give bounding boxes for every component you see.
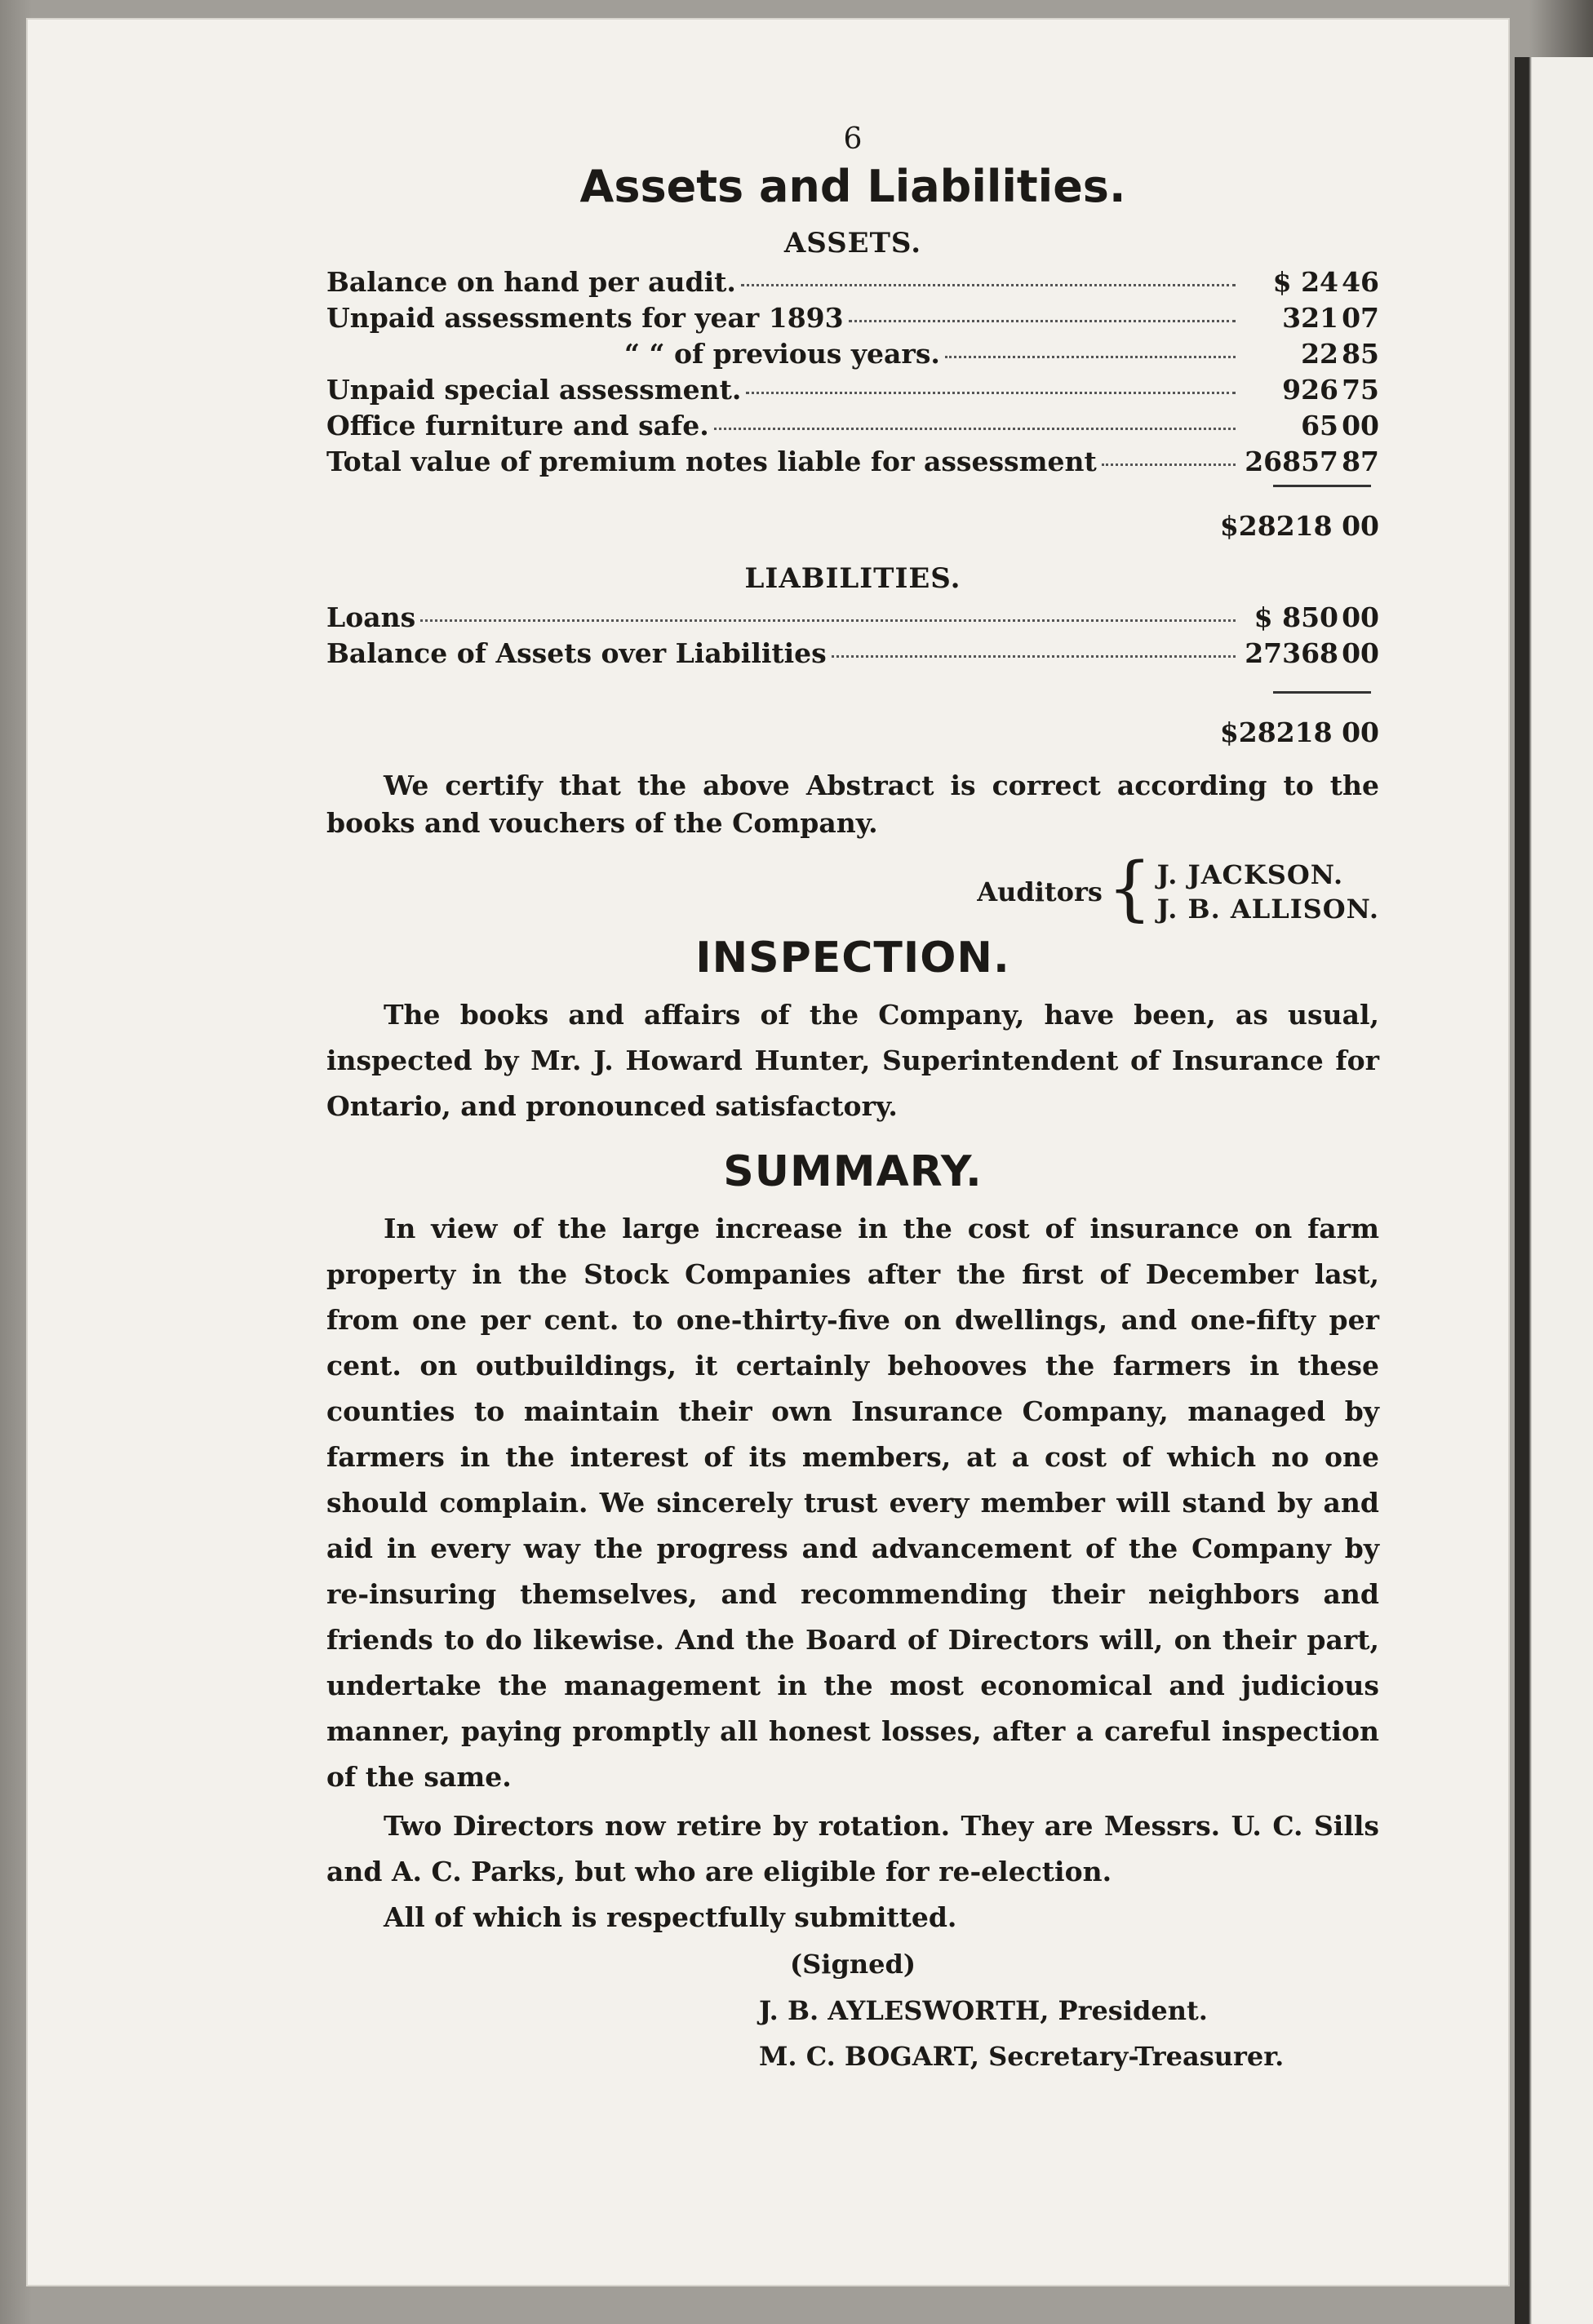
ledger-row	[326, 600, 1379, 636]
ledger-label: Total value of premium notes liable for assessment	[326, 446, 1097, 477]
ledger-amount	[1240, 336, 1379, 372]
leader-dots	[714, 428, 1236, 430]
auditor-names	[1157, 858, 1379, 926]
assets-total: $28218 00	[1219, 510, 1379, 542]
leader-dots	[741, 284, 1236, 286]
ledger-dollars: $ 850	[1254, 601, 1338, 633]
ledger-row	[326, 636, 1379, 672]
auditors-block	[326, 848, 1379, 929]
ledger-cents: 00	[1342, 410, 1379, 441]
ledger-row	[326, 444, 1379, 480]
ledger-cents: 46	[1342, 266, 1379, 298]
signature-block	[759, 1988, 1379, 2079]
ledger-label: Unpaid assessments for year 1893	[326, 302, 844, 334]
summary-paragraph: In view of the large increase in the cost of insurance on farm property in the Stock Companies after the first of December last, from one per cent. to one-thirty-five on dwellings, and one-fifty per cent. on outbuildings, it certainly behooves the farmers in these counties to maintain their own Insurance Company, managed by farmers in the interest of its members, at a cost of which no one should complain. We sincerely trust every member will stand by and aid in every way the progress and advancement of the Company by re-insuring themselves, and recommending their neighbors and friends to do likewise. And the Board of Directors will, on their part, undertake the management in the most economical and judicious manner, paying promptly all honest losses, after a careful inspection of the same.	[326, 1213, 1379, 1793]
certification-text: We certify that the above Abstract is correct according to the books and vouchers of the Company.	[326, 769, 1379, 839]
assets-ledger	[326, 264, 1379, 544]
ledger-label: Loans	[326, 601, 416, 633]
leader-dots	[832, 655, 1236, 658]
liabilities-total: $28218 00	[1219, 716, 1379, 748]
ledger-amount	[1240, 636, 1379, 672]
ledger-amount	[1240, 600, 1379, 636]
signature-line: M. C. BOGART, Secretary-Treasurer.	[759, 2041, 1285, 2072]
total-rule	[1273, 485, 1371, 487]
page-number: 6	[843, 122, 863, 156]
page-title: Assets and Liabilities.	[579, 161, 1126, 212]
ledger-row	[326, 336, 1379, 372]
ledger-label: Unpaid special assessment.	[326, 374, 742, 406]
inspection-heading: INSPECTION.	[695, 934, 1010, 982]
ledger-label: Balance on hand per audit.	[326, 266, 736, 298]
ledger-amount	[1240, 444, 1379, 480]
ledger-cents: 00	[1342, 637, 1379, 669]
ledger-amount	[1240, 300, 1379, 336]
ledger-amount	[1240, 372, 1379, 408]
ledger-dollars: 65	[1301, 410, 1338, 441]
brace-glyph: {	[1107, 848, 1152, 929]
auditor-name: J. B. ALLISON.	[1156, 894, 1379, 925]
ledger-dollars: 321	[1282, 302, 1338, 334]
leader-dots	[746, 392, 1236, 394]
ledger-row	[326, 408, 1379, 444]
liabilities-heading: LIABILITIES.	[744, 562, 961, 595]
ledger-cents: 00	[1342, 601, 1379, 633]
signed-label: (Signed)	[790, 1949, 916, 1980]
ledger-amount	[1240, 408, 1379, 444]
ledger-dollars: $ 24	[1272, 266, 1338, 298]
ledger-dollars: 22	[1301, 338, 1338, 370]
total-rule	[1273, 691, 1371, 694]
ledger-cents: 75	[1342, 374, 1379, 406]
auditors-label: Auditors	[977, 876, 1103, 907]
ledger-cents: 87	[1342, 446, 1379, 477]
liabilities-ledger	[326, 600, 1379, 751]
ledger-cents: 85	[1342, 338, 1379, 370]
signature-line: J. B. AYLESWORTH, President.	[759, 1995, 1208, 2026]
leader-dots	[1102, 463, 1236, 466]
ledger-label: “ “ of previous years.	[624, 338, 940, 370]
ledger-label: Balance of Assets over Liabilities	[326, 637, 827, 669]
leader-dots	[849, 320, 1236, 322]
ledger-dollars: 26857	[1245, 446, 1338, 477]
summary-paragraph: All of which is respectfully submitted.	[384, 1901, 957, 1933]
summary-heading: SUMMARY.	[723, 1147, 983, 1196]
leader-dots	[420, 619, 1236, 622]
ledger-row	[326, 264, 1379, 300]
ledger-amount	[1240, 264, 1379, 300]
assets-heading: ASSETS.	[783, 227, 922, 259]
page-content	[326, 122, 1379, 2079]
leader-dots	[945, 356, 1236, 358]
auditor-name: J. JACKSON.	[1156, 859, 1344, 890]
ledger-dollars: 27368	[1245, 637, 1338, 669]
adjacent-page-edge	[1515, 57, 1593, 2324]
ledger-cents: 07	[1342, 302, 1379, 334]
ledger-row	[326, 372, 1379, 408]
inspection-text: The books and affairs of the Company, have been, as usual, inspected by Mr. J. Howard Hunter, Superintendent of Insurance for Ontario, and pronounced satisfactory.	[326, 999, 1379, 1122]
ledger-row	[326, 300, 1379, 336]
ledger-label: Office furniture and safe.	[326, 410, 709, 441]
summary-paragraph: Two Directors now retire by rotation. They are Messrs. U. C. Sills and A. C. Parks, but who are eligible for re-election.	[326, 1810, 1379, 1887]
ledger-dollars: 926	[1282, 374, 1338, 406]
